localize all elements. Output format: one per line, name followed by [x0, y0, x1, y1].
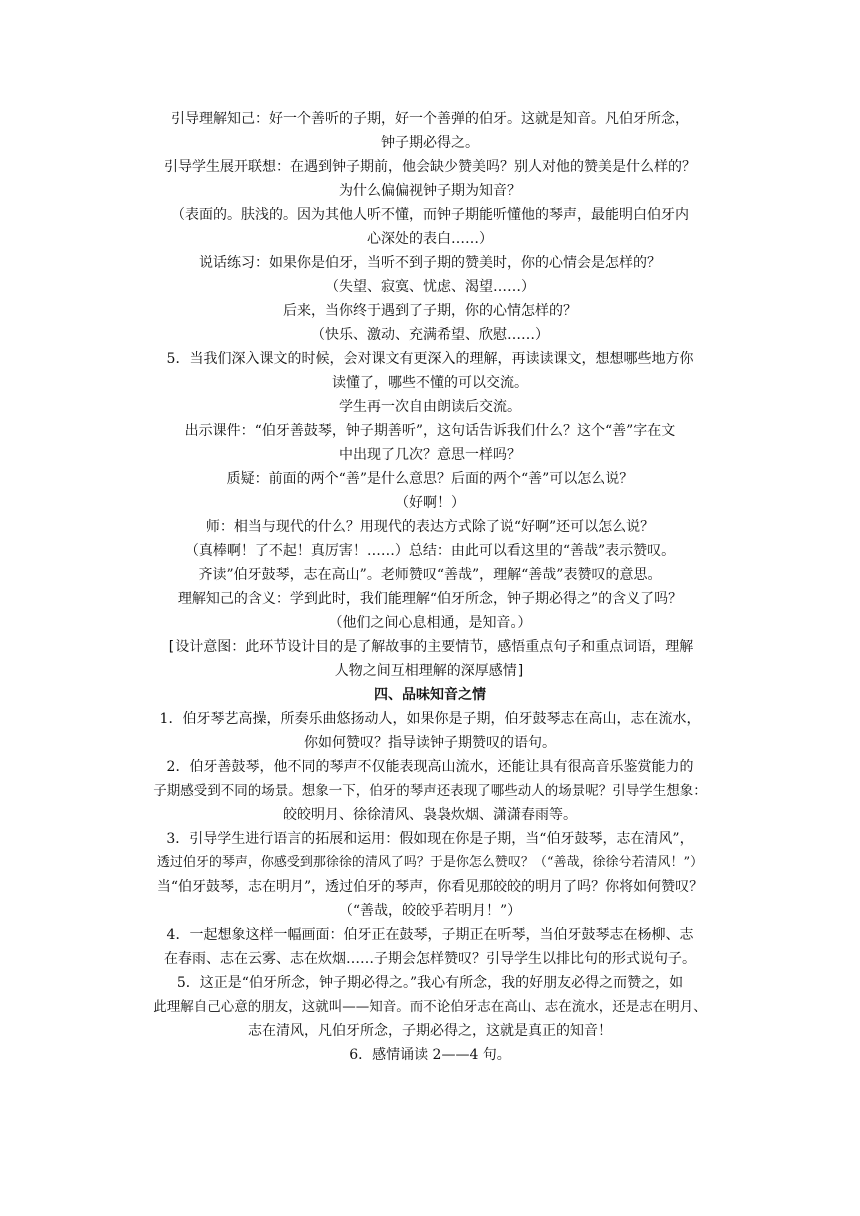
paragraph-line: （好啊！）	[395, 495, 465, 511]
paragraph-line: 你如何赞叹？指导读钟子期赞叹的语句。	[304, 735, 556, 751]
paragraph-line: 读懂了，哪些不懂的可以交流。	[332, 375, 528, 391]
paragraph-line: 齐读”伯牙鼓琴，志在高山”。老师赞叹“善哉”，理解“善哉”表赞叹的意思。	[198, 567, 662, 583]
paragraph-line: （表面的。肤浅的。因为其他人听不懂，而钟子期能听懂他的琴声，最能明白伯牙内	[171, 207, 689, 223]
design-intent-note: 人物之间互相理解的深厚感情]	[334, 663, 526, 679]
paragraph-line: 2．伯牙善鼓琴，他不同的琴声不仅能表现高山流水，还能让具有很高音乐鉴赏能力的	[166, 759, 694, 775]
section-heading: 四、品味知音之情	[374, 687, 486, 703]
paragraph-line: 志在清风，凡伯牙所念，子期必得之，这就是真正的知音！	[248, 1023, 612, 1039]
paragraph-line: 6．感情诵读 2——4 句。	[349, 1047, 511, 1063]
paragraph-line: 4．一起想象这样一幅画面：伯牙正在鼓琴，子期正在听琴，当伯牙鼓琴志在杨柳、志	[166, 927, 694, 943]
paragraph-line: （失望、寂寞、忧虑、渴望……）	[325, 279, 535, 295]
paragraph-line: （他们之间心息相通，是知音。）	[328, 615, 532, 631]
paragraph-line: 出示课件：“伯牙善鼓琴，钟子期善听”，这句话告诉我们什么？这个“善”字在文	[184, 423, 676, 439]
paragraph-line: 心深处的表白……）	[367, 231, 493, 247]
paragraph-line: 此理解自己心意的朋友，这就叫——知音。而不论伯牙志在高山、志在流水，还是志在明月、	[153, 999, 707, 1015]
paragraph-line: 质疑：前面的两个“善”是什么意思？后面的两个“善”可以怎么说？	[226, 471, 634, 487]
paragraph-line: 为什么偏偏视钟子期为知音？	[339, 183, 521, 199]
paragraph-line: 理解知己的含义：学到此时，我们能理解“伯牙所念，钟子期必得之”的含义了吗？	[177, 591, 683, 607]
paragraph-line: 1．伯牙琴艺高操，所奏乐曲悠扬动人，如果你是子期，伯牙鼓琴志在高山，志在流水，	[159, 711, 701, 727]
paragraph-line: 子期感受到不同的场景。想象一下，伯牙的琴声还表现了哪些动人的场景呢？引导学生想象：	[153, 783, 707, 799]
paragraph-line: 师：相当与现代的什么？用现代的表达方式除了说“好啊”还可以怎么说？	[205, 519, 655, 535]
paragraph-line: （快乐、激动、充满希望、欣慰……）	[311, 327, 549, 343]
design-intent-note: [设计意图：此环节设计目的是了解故事的主要情节，感悟重点句子和重点词语，理解	[166, 639, 694, 655]
paragraph-line: 皎皎明月、徐徐清风、袅袅炊烟、潇潇春雨等。	[283, 807, 577, 823]
paragraph-line: 5．这正是“伯牙所念，钟子期必得之。”我心有所念，我的好朋友必得之而赞之，如	[176, 975, 684, 991]
paragraph-line: 学生再一次自由朗读后交流。	[339, 399, 521, 415]
paragraph-line: 中出现了几次？意思一样吗？	[339, 447, 521, 463]
paragraph-line: （“善哉，皎皎乎若明月！”）	[338, 903, 522, 919]
paragraph-line: 钟子期必得之。	[381, 135, 479, 151]
paragraph-line: 透过伯牙的琴声，你感受到那徐徐的清风了吗？于是你怎么赞叹？（“善哉，徐徐兮若清风！”）	[156, 855, 704, 870]
paragraph-line: 引导理解知己：好一个善听的子期，好一个善弹的伯牙。这就是知音。凡伯牙所念，	[171, 111, 689, 127]
paragraph-line: 3．引导学生进行语言的拓展和运用：假如现在你是子期，当“伯牙鼓琴，志在清风”，	[166, 831, 694, 847]
paragraph-line: 在春雨、志在云雾、志在炊烟……子期会怎样赞叹？引导学生以排比句的形式说句子。	[164, 951, 696, 967]
paragraph-line: （真棒啊！了不起！真厉害！……）总结：由此可以看这里的“善哉”表示赞叹。	[184, 543, 676, 559]
paragraph-line: 后来，当你终于遇到了子期，你的心情怎样的？	[283, 303, 577, 319]
paragraph-line: 5．当我们深入课文的时候，会对课文有更深入的理解，再读读课文，想想哪些地方你	[166, 351, 694, 367]
paragraph-line: 引导学生展开联想：在遇到钟子期前，他会缺少赞美吗？别人对他的赞美是什么样的？	[164, 159, 696, 175]
paragraph-line: 说话练习：如果你是伯牙，当听不到子期的赞美时，你的心情会是怎样的？	[199, 255, 661, 271]
paragraph-line: 当“伯牙鼓琴，志在明月”，透过伯牙的琴声，你看见那皎皎的明月了吗？你将如何赞叹？	[156, 879, 704, 895]
